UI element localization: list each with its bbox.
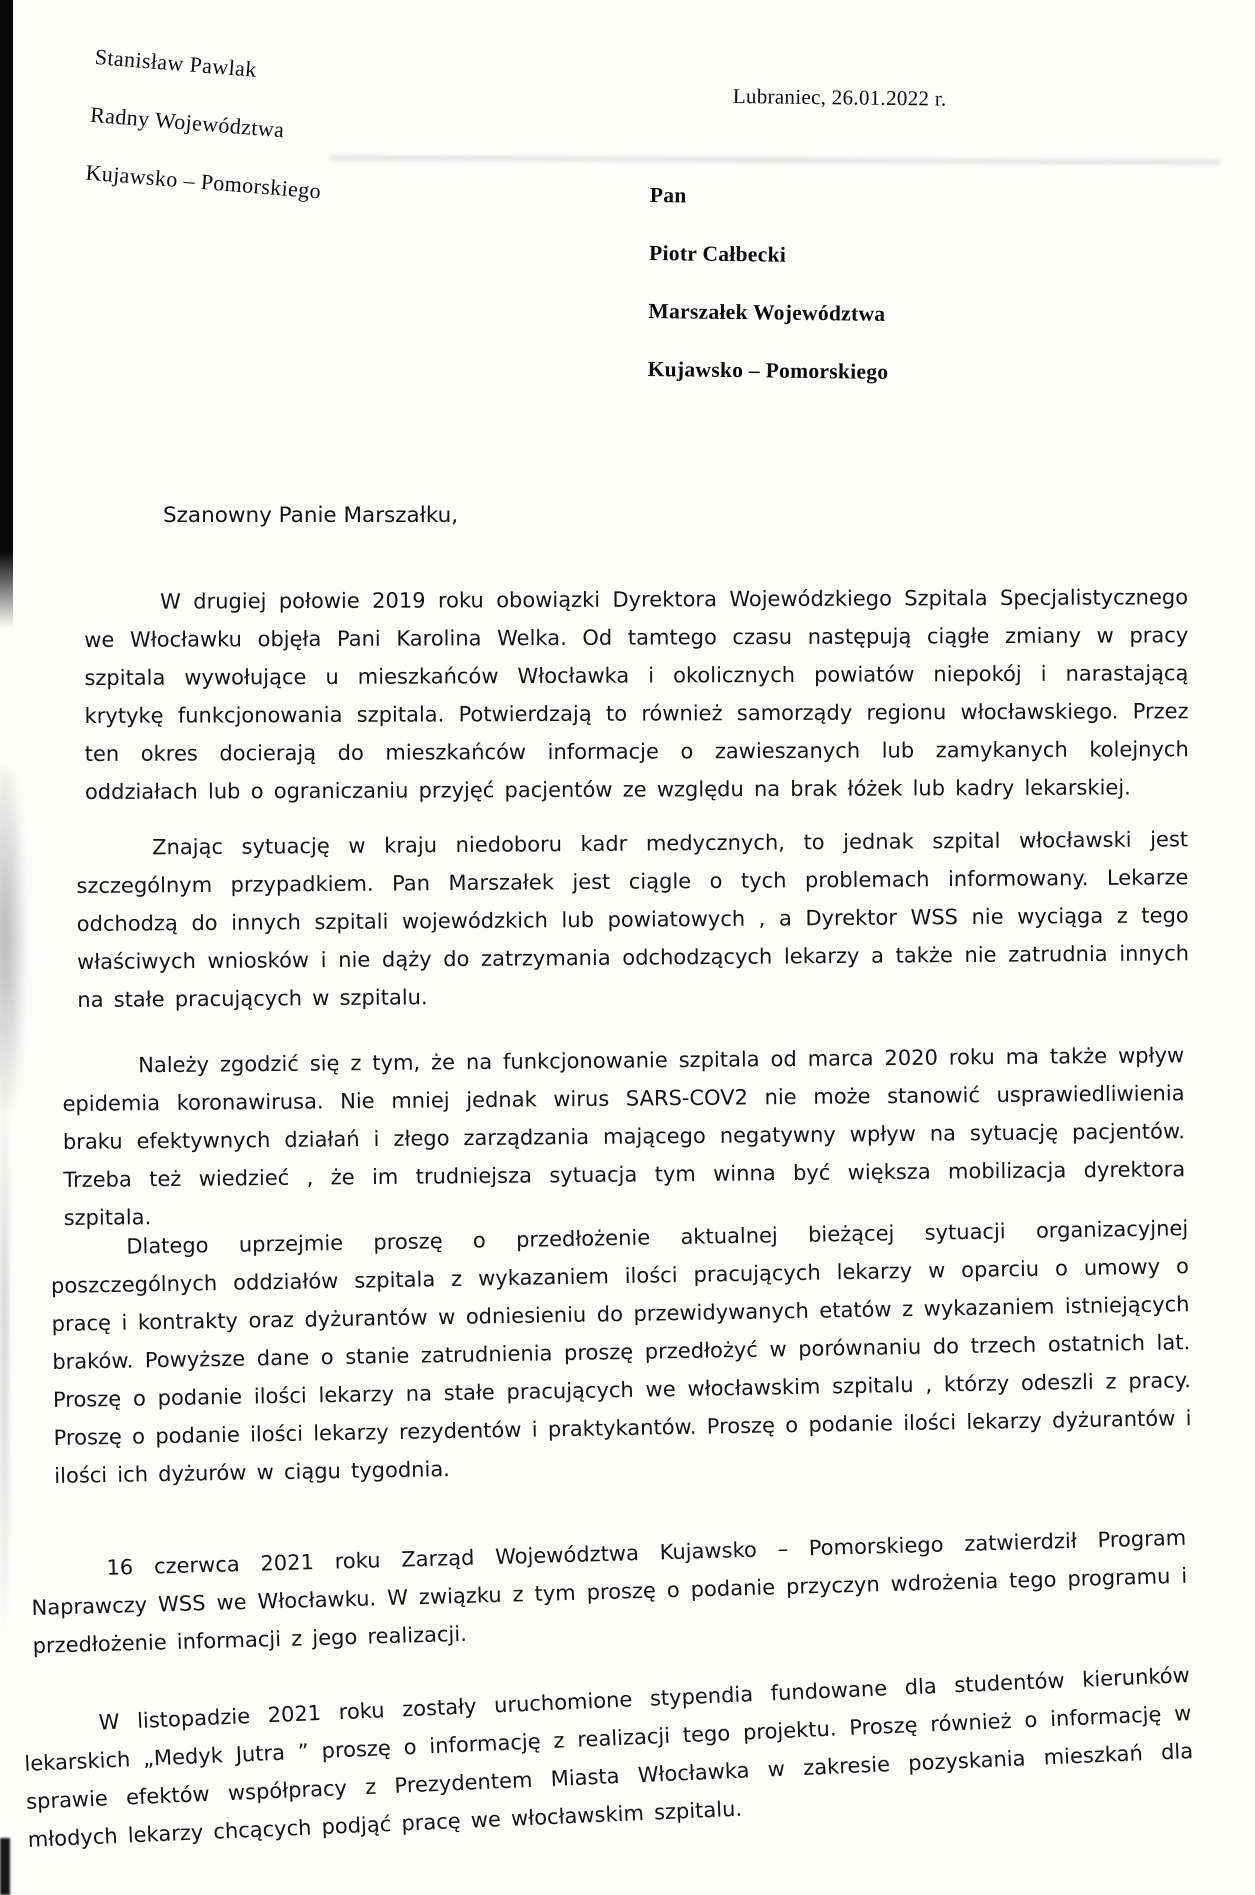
scan-shadow-artifact-middle-left [0,768,24,1108]
recipient-title: Marszałek Województwa [648,298,886,326]
recipient-region: Kujawsko – Pomorskiego [647,356,889,384]
recipient-name: Piotr Całbecki [648,240,787,267]
salutation: Szanowny Panie Marszałku, [163,503,459,528]
paragraph-4: Dlatego uprzejmie proszę o przedłożenie aktualnej bieżącej sytuacji organizacyjnej poszczególnych oddziałów szpitala z wykazaniem ilości pracujących lekarzy w oparciu o umowy o pracę i kontrakty oraz dyżurantów w odniesieniu do przewidywanych etatów z wykazaniem istniejących braków. Powyższe dane o stanie zatrudnienia proszę przedłożyć w porównaniu do trzech ostatnich lat. Proszę o podanie ilości lekarzy na stałe pracujących we włocławskim szpitalu , którzy odeszli z pracy. Proszę o podanie ilości lekarzy rezydentów i praktykantów. Proszę o podanie ilości lekarzy dyżurantów i ilości ich dyżurów w ciągu tygodnia. [50,1216,1192,1488]
paragraph-1: W drugiej połowie 2019 roku obowiązki Dyrektora Wojewódzkiego Szpitala Specjalistycznego we Włocławku objęła Pani Karolina Welka. Od tamtego czasu następują ciągłe zmiany w pracy szpitala wywołujące u mieszkańców Włocławka i okolicznych powiatów niepokój i narastającą krytykę funkcjonowania szpitala. Potwierdzają to również samorządy regionu włocławskiego. Przez ten okres docierają do mieszkańców informacje o zawieszanych lub zamykanych kolejnych oddziałach lub o ograniczaniu przyjęć pacjentów ze względu na brak łóżek lub kadry lekarskiej. [84,585,1189,804]
scan-edge-artifact-bottom-left [0,1838,10,1895]
scan-shadow-artifact-lower-left [0,1080,9,1640]
place-and-date: Lubraniec, 26.01.2022 r. [732,84,947,111]
sender-title: Radny Województwa [89,101,286,143]
paragraph-2: Znając sytuację w kraju niedoboru kadr medycznych, to jednak szpital włocławski jest szczególnym przypadkiem. Pan Marszałek jest ciągle o tych problemach informowany. Lekarze odchodzą do innych szpitali wojewódzkich lub powiatowych , a Dyrektor WSS nie wyciąga z tego właściwych wniosków i nie dąży do zatrzymania odchodzących lekarzy a także nie zatrudnia innych na stałe pracujących w szpitalu. [76,827,1190,1012]
paragraph-5: 16 czerwca 2021 roku Zarząd Województwa Kujawsko – Pomorskiego zatwierdził Program Naprawczy WSS we Włocławku. W związku z tym proszę o podanie przyczyn wdrożenia tego programu i przedłożenie informacji z jego realizacji. [31,1525,1188,1658]
recipient-honorific: Pan [649,183,687,208]
paragraph-3: Należy zgodzić się z tym, że na funkcjonowanie szpitala od marca 2020 roku ma także wpływ epidemia koronawirusa. Nie mniej jednak wirus SARS-COV2 nie może stanowić usprawiedliwienia braku efektywnych działań i złego zarządzania mającego negatywny wpływ na sytuację pacjentów. Trzeba też wiedzieć , że im trudniejsza sytuacja tym winna być większa mobilizacja dyrektora szpitala. [62,1043,1186,1230]
scan-smudge-line [330,156,1220,165]
sender-region: Kujawsko – Pomorskiego [84,159,323,204]
paragraph-6: W listopadzie 2021 roku zostały uruchomione stypendia fundowane dla studentów kierunków lekarskich „Medyk Jutra ” proszę o informację z realizacji tego projektu. Proszę również o informację w sprawie efektów współpracy z Prezydentem Miasta Włocławka w zakresie pozyskania mieszkań dla młodych lekarzy chcących podjąć pracę we włocławskim szpitalu. [23,1663,1194,1852]
sender-name: Stanisław Pawlak [93,44,258,82]
scan-edge-artifact-top-left [0,0,13,628]
recipient-block [647,183,891,418]
sender-block [82,44,331,236]
